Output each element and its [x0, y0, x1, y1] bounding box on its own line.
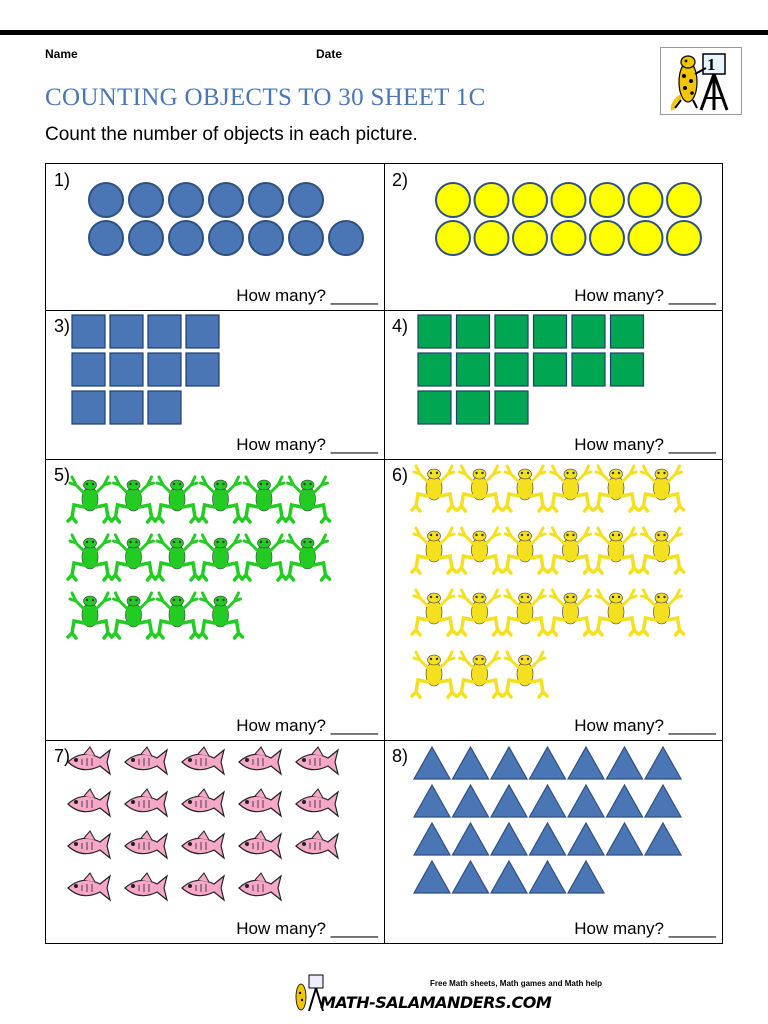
square-object: [186, 315, 219, 348]
triangle-object: [607, 747, 643, 779]
triangle-object: [530, 747, 566, 779]
square-object: [186, 353, 219, 386]
triangle-object: [530, 823, 566, 855]
fish-object: [182, 873, 224, 900]
triangle-object: [645, 785, 681, 817]
frog-object: [458, 652, 502, 697]
frog-object: [112, 477, 156, 522]
fish-object: [239, 789, 281, 816]
objects-yellow-frogs: [384, 459, 722, 740]
problem-number: 6): [392, 465, 409, 485]
problem-7: [46, 740, 384, 943]
objects-blue-triangles: [384, 740, 722, 943]
frog-object: [199, 477, 243, 522]
circle-object: [169, 183, 203, 217]
square-object: [534, 353, 567, 386]
circle-object: [475, 183, 509, 217]
problem-6: [384, 459, 722, 740]
fish-object: [296, 747, 338, 774]
date-label: Date: [316, 47, 343, 61]
fish-object: [125, 747, 167, 774]
frog-object: [412, 528, 456, 573]
instructions: Count the number of objects in each picture.: [45, 124, 418, 145]
frog-object: [155, 477, 199, 522]
circle-object: [436, 221, 470, 255]
objects-green-frogs: [46, 459, 384, 740]
frog-object: [68, 593, 112, 638]
square-object: [495, 353, 528, 386]
frog-object: [68, 535, 112, 580]
circle-object: [249, 221, 283, 255]
triangle-object: [453, 861, 489, 893]
problem-number: 1): [54, 170, 71, 190]
triangle-object: [568, 785, 604, 817]
how-many-prompt: How many? _____: [574, 286, 716, 305]
circle-object: [552, 221, 586, 255]
fish-object: [125, 831, 167, 858]
frog-object: [640, 466, 684, 511]
frog-object: [242, 535, 286, 580]
frog-object: [594, 528, 638, 573]
square-object: [110, 353, 143, 386]
triangle-object: [414, 861, 450, 893]
circle-object: [129, 221, 163, 255]
circle-object: [209, 221, 243, 255]
circle-object: [667, 221, 701, 255]
circle-object: [436, 183, 470, 217]
how-many-prompt: How many? _____: [236, 716, 378, 735]
how-many-prompt: How many? _____: [574, 435, 716, 454]
frog-object: [458, 590, 502, 635]
frog-object: [155, 535, 199, 580]
square-object: [72, 315, 105, 348]
frog-object: [640, 590, 684, 635]
square-object: [495, 391, 528, 424]
circle-object: [329, 221, 363, 255]
frog-object: [640, 528, 684, 573]
triangle-object: [414, 823, 450, 855]
frog-object: [503, 466, 547, 511]
frog-object: [199, 593, 243, 638]
circle-object: [513, 183, 547, 217]
square-object: [72, 391, 105, 424]
problem-number: 7): [54, 746, 71, 766]
frog-object: [594, 466, 638, 511]
square-object: [534, 315, 567, 348]
circle-object: [289, 183, 323, 217]
footer-tagline: Free Math sheets, Math games and Math help: [430, 979, 603, 988]
circle-object: [129, 183, 163, 217]
circle-object: [513, 221, 547, 255]
problem-number: 5): [54, 465, 71, 485]
square-object: [572, 315, 605, 348]
triangle-object: [453, 785, 489, 817]
objects-pink-fish: [46, 740, 384, 943]
square-object: [148, 353, 181, 386]
triangle-object: [607, 785, 643, 817]
frog-object: [155, 593, 199, 638]
square-object: [457, 315, 490, 348]
problem-number: 3): [54, 316, 71, 336]
logo-number: 1: [707, 55, 716, 74]
problem-1: [46, 164, 384, 310]
how-many-prompt: How many? _____: [236, 435, 378, 454]
square-object: [418, 315, 451, 348]
problem-3: [46, 310, 384, 459]
circle-object: [667, 183, 701, 217]
triangle-object: [568, 823, 604, 855]
fish-object: [68, 831, 110, 858]
frog-object: [458, 466, 502, 511]
fish-object: [239, 747, 281, 774]
problem-5: [46, 459, 384, 740]
fish-object: [68, 789, 110, 816]
triangle-object: [453, 823, 489, 855]
fish-object: [239, 831, 281, 858]
problem-number: 2): [392, 170, 409, 190]
fish-object: [296, 831, 338, 858]
triangle-object: [568, 747, 604, 779]
frog-object: [549, 466, 593, 511]
triangle-object: [568, 861, 604, 893]
problem-grid: [45, 163, 723, 944]
square-object: [457, 353, 490, 386]
fish-object: [68, 747, 110, 774]
circle-object: [590, 183, 624, 217]
triangle-object: [491, 747, 527, 779]
circle-object: [209, 183, 243, 217]
circle-object: [249, 183, 283, 217]
circle-object: [590, 221, 624, 255]
how-many-prompt: How many? _____: [574, 919, 716, 938]
circle-object: [629, 183, 663, 217]
frog-object: [112, 593, 156, 638]
problem-4: [384, 310, 722, 459]
circle-object: [289, 221, 323, 255]
page-title: COUNTING OBJECTS TO 30 SHEET 1C: [45, 84, 486, 111]
circle-object: [89, 183, 123, 217]
frog-object: [412, 466, 456, 511]
square-object: [148, 391, 181, 424]
footer-site: MATH-SALAMANDERS.COM: [320, 993, 552, 1012]
problem-number: 4): [392, 316, 409, 336]
salamander-easel-icon: [660, 47, 742, 115]
frog-object: [199, 535, 243, 580]
how-many-prompt: How many? _____: [574, 716, 716, 735]
fish-object: [68, 873, 110, 900]
fish-object: [125, 789, 167, 816]
name-label: Name: [45, 47, 78, 61]
circle-object: [552, 183, 586, 217]
frog-object: [242, 477, 286, 522]
problem-8: [384, 740, 722, 943]
triangle-object: [607, 823, 643, 855]
frog-object: [594, 590, 638, 635]
frog-object: [286, 477, 330, 522]
frog-object: [503, 528, 547, 573]
fish-object: [125, 873, 167, 900]
triangle-object: [530, 861, 566, 893]
square-object: [495, 315, 528, 348]
problem-number: 8): [392, 746, 409, 766]
frog-object: [412, 590, 456, 635]
frog-object: [549, 590, 593, 635]
square-object: [418, 353, 451, 386]
square-object: [110, 315, 143, 348]
frog-object: [286, 535, 330, 580]
frog-object: [412, 652, 456, 697]
square-object: [457, 391, 490, 424]
triangle-object: [645, 747, 681, 779]
triangle-object: [491, 785, 527, 817]
triangle-object: [414, 785, 450, 817]
square-object: [110, 391, 143, 424]
square-object: [572, 353, 605, 386]
triangle-object: [414, 747, 450, 779]
frog-object: [503, 590, 547, 635]
fish-object: [182, 831, 224, 858]
fish-object: [239, 873, 281, 900]
problem-2: [384, 164, 722, 310]
how-many-prompt: How many? _____: [236, 286, 378, 305]
fish-object: [182, 789, 224, 816]
square-object: [611, 315, 644, 348]
square-object: [72, 353, 105, 386]
how-many-prompt: How many? _____: [236, 919, 378, 938]
triangle-object: [453, 747, 489, 779]
circle-object: [89, 221, 123, 255]
frog-object: [112, 535, 156, 580]
circle-object: [629, 221, 663, 255]
circle-object: [169, 221, 203, 255]
square-object: [148, 315, 181, 348]
frog-object: [68, 477, 112, 522]
frog-object: [549, 528, 593, 573]
triangle-object: [491, 823, 527, 855]
triangle-object: [645, 823, 681, 855]
square-object: [611, 353, 644, 386]
triangle-object: [530, 785, 566, 817]
fish-object: [296, 789, 338, 816]
fish-object: [182, 747, 224, 774]
frog-object: [458, 528, 502, 573]
circle-object: [475, 221, 509, 255]
top-rule: [0, 30, 768, 35]
square-object: [418, 391, 451, 424]
frog-object: [503, 652, 547, 697]
triangle-object: [491, 861, 527, 893]
